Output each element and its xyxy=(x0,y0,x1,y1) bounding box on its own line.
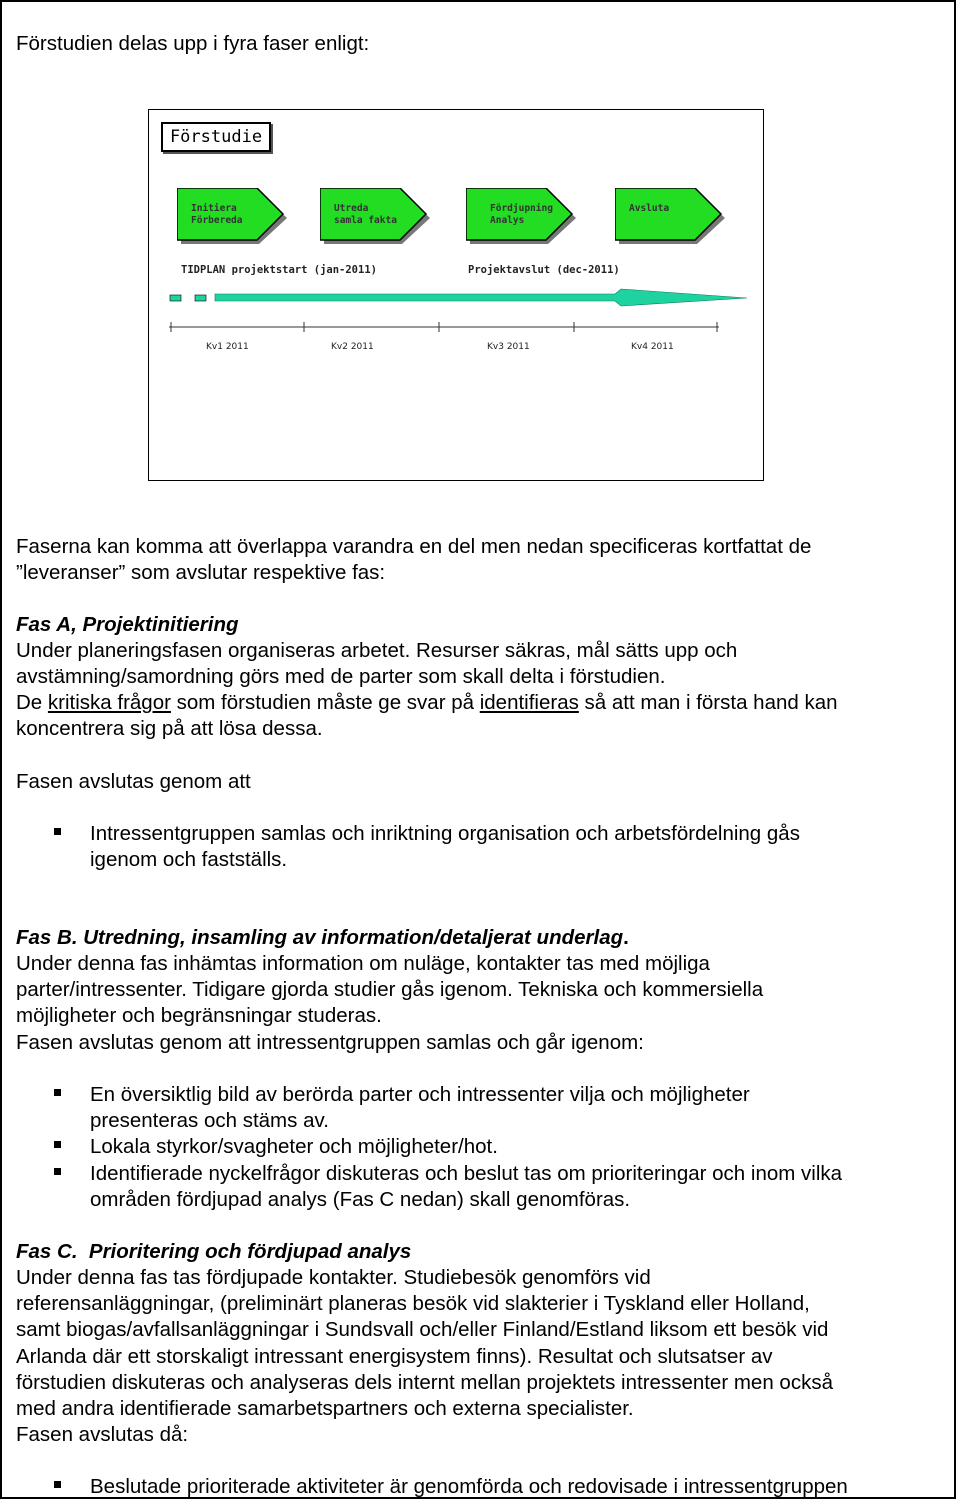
fas-a-heading: Fas A, Projektinitiering xyxy=(16,613,239,636)
fas-b-heading-text: Fas B. Utredning, insamling av information/detaljerat underlag xyxy=(16,926,624,949)
fas-a-line-2: avstämning/samordning görs med de parter som skall delta i förstudien. xyxy=(16,665,666,688)
fas-b-heading-dot: . xyxy=(623,926,629,949)
timeline-graphic xyxy=(149,285,765,345)
fas-a-line-1: Under planeringsfasen organiseras arbetet. Resurser säkras, mål sätts upp och xyxy=(16,639,738,662)
phase-arrow-1 xyxy=(177,188,289,244)
bullet-icon xyxy=(54,828,61,835)
phase-label-3 xyxy=(490,203,553,227)
fas-c-line-2: referensanläggningar, (preliminärt planeras besök vid slakterier i Tyskland eller Holland, xyxy=(16,1292,810,1315)
phase-arrow-2 xyxy=(320,188,432,244)
underlined-identified: identifieras xyxy=(479,691,579,714)
quarter-label-3: Kv3 2011 xyxy=(487,342,530,352)
fas-c-line-3: samt biogas/avfallsanläggningar i Sundsvall och/eller Finland/Estland liksom ett besök vid xyxy=(16,1318,829,1341)
fas-b-line-1: Under denna fas inhämtas information om nuläge, kontakter tas med möjliga xyxy=(16,952,710,975)
fas-c-bullet-1: Beslutade prioriterade aktiviteter är genomförda och redovisade i intressentgruppen xyxy=(90,1475,848,1498)
bullet-icon xyxy=(54,1141,61,1148)
fas-c-line-6: med andra identifierade samarbetspartners och externa specialister. xyxy=(16,1397,634,1420)
phase-arrow-4 xyxy=(615,188,727,244)
phase-3-line1: Fördjupning xyxy=(490,203,553,214)
quarter-label-2: Kv2 2011 xyxy=(331,342,374,352)
fas-a-line-3 xyxy=(16,690,838,716)
phase-2-line2: samla fakta xyxy=(334,215,397,226)
timeline-start-label: TIDPLAN projektstart (jan-2011) xyxy=(181,264,377,276)
fas-b-bullet-3-line-2: områden fördjupad analys (Fas C nedan) skall genomföras. xyxy=(90,1188,631,1211)
overlap-line-2: ”leveranser” som avslutar respektive fas: xyxy=(16,561,386,584)
fas-a-line-4: koncentrera sig på att lösa dessa. xyxy=(16,717,323,740)
underlined-critical-questions: kritiska frågor xyxy=(47,691,171,714)
fas-c-line-4: Arlanda där ett storskaligt intressant energisystem finns). Resultat och slutsatser av xyxy=(16,1345,773,1368)
bullet-icon xyxy=(54,1089,61,1096)
phase-2-line1: Utreda xyxy=(334,203,369,214)
fas-b-line-4: Fasen avslutas genom att intressentgruppen samlas och går igenom: xyxy=(16,1031,644,1054)
phase-4-line1: Avsluta xyxy=(629,203,670,214)
bullet-icon xyxy=(54,1168,61,1175)
phase-1-line1: Initiera xyxy=(191,203,237,214)
bullet-icon xyxy=(54,1481,61,1488)
quarter-label-1: Kv1 2011 xyxy=(206,342,249,352)
phase-label-2 xyxy=(334,203,397,227)
fas-b-bullet-1-line-2: presenteras och stäms av. xyxy=(90,1109,329,1132)
fas-a-closing: Fasen avslutas genom att xyxy=(16,770,251,793)
figure-title: Förstudie xyxy=(161,122,271,152)
fas-a-l3-text: så att man i första hand kan xyxy=(578,691,838,714)
fas-a-l3-text: De xyxy=(16,691,48,714)
fas-c-line-1: Under denna fas tas fördjupade kontakter. Studiebesök genomförs vid xyxy=(16,1266,651,1289)
fas-c-heading: Fas C. Prioritering och fördjupad analys xyxy=(16,1240,412,1263)
quarter-label-4: Kv4 2011 xyxy=(631,342,674,352)
phase-arrow-3 xyxy=(466,188,578,244)
phase-figure xyxy=(148,109,764,481)
fas-b-heading xyxy=(16,925,629,951)
fas-a-bullet-1-line-1: Intressentgruppen samlas och inriktning organisation och arbetsfördelning gås xyxy=(90,822,800,845)
fas-c-line-5: förstudien diskuteras och analyseras dels internt mellan projektets intressenter men också xyxy=(16,1371,833,1394)
fas-b-line-2: parter/intressenter. Tidigare gjorda studier gås igenom. Tekniska och kommersiella xyxy=(16,978,764,1001)
timeline-end-label: Projektavslut (dec-2011) xyxy=(468,264,620,276)
intro-text: Förstudien delas upp i fyra faser enligt: xyxy=(16,32,370,55)
phase-1-line2: Förbereda xyxy=(191,215,243,226)
fas-a-l3-text: som förstudien måste ge svar på xyxy=(170,691,480,714)
phase-3-line2: Analys xyxy=(490,215,525,226)
arrow-shape xyxy=(615,188,727,244)
fas-b-bullet-3-line-1: Identifierade nyckelfrågor diskuteras och beslut tas om prioriteringar och inom vilka xyxy=(90,1162,843,1185)
fas-b-bullet-2: Lokala styrkor/svagheter och möjligheter/hot. xyxy=(90,1135,498,1158)
phase-label-1 xyxy=(191,203,242,227)
fas-a-bullet-1-line-2: igenom och fastställs. xyxy=(90,848,288,871)
overlap-line-1: Faserna kan komma att överlappa varandra en del men nedan specificeras kortfattat de xyxy=(16,535,812,558)
fas-c-line-7: Fasen avslutas då: xyxy=(16,1423,189,1446)
fas-b-bullet-1-line-1: En översiktlig bild av berörda parter och intressenter vilja och möjligheter xyxy=(90,1083,750,1106)
fas-b-line-3: möjligheter och begränsningar studeras. xyxy=(16,1004,382,1027)
phase-label-4 xyxy=(629,203,669,215)
